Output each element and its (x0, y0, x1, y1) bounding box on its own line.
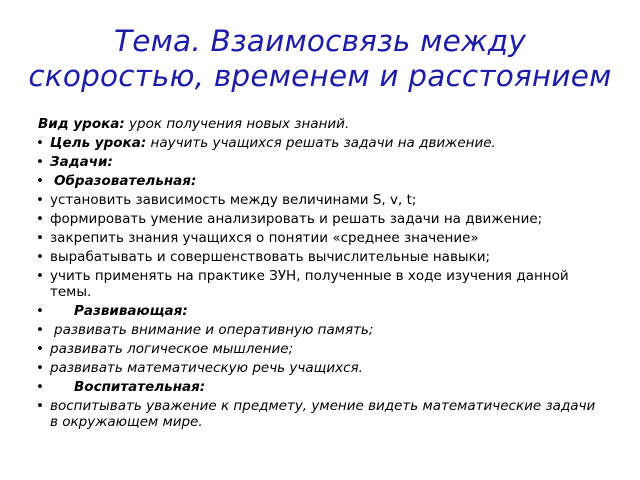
list-item (36, 341, 596, 357)
developing-label: Развивающая: (74, 303, 188, 319)
goal-label: Цель урока: (50, 135, 147, 151)
lesson-type-line (36, 116, 596, 132)
list-item (36, 211, 596, 227)
bullet-icon: • (36, 398, 44, 414)
list-item (36, 230, 596, 246)
bullet-icon: • (36, 341, 44, 357)
upbringing-label: Воспитательная: (74, 379, 206, 395)
slide-title-line-1: Тема. Взаимосвязь между (114, 24, 526, 58)
list-item (36, 268, 596, 300)
lesson-type-label: Вид урока: (38, 116, 125, 132)
bullet-icon: • (36, 230, 44, 246)
bullet-icon: • (36, 303, 44, 319)
slide-title (0, 24, 640, 94)
list-item (36, 135, 596, 151)
goal-value: научить учащихся решать задачи на движение. (146, 135, 496, 151)
upbringing-item-1: воспитывать уважение к предмету, умение видеть математические задачи в окружающем мире. (50, 398, 596, 430)
educational-item-1: установить зависимость между величинами S, v, t; (50, 192, 417, 208)
bullet-icon: • (36, 192, 44, 208)
list-item (36, 154, 596, 170)
bullet-icon: • (36, 135, 44, 151)
slide-title-line-2: скоростью, временем и расстоянием (28, 59, 612, 93)
list-item (36, 379, 596, 395)
educational-item-2: формировать умение анализировать и решать задачи на движение; (50, 211, 543, 227)
bullet-icon: • (36, 173, 44, 189)
tasks-label: Задачи: (50, 154, 113, 170)
bullet-icon: • (36, 360, 44, 376)
bullet-icon: • (36, 154, 44, 170)
list-item (36, 398, 596, 430)
list-item (36, 303, 596, 319)
list-item (36, 360, 596, 376)
bullet-icon: • (36, 211, 44, 227)
list-item (36, 249, 596, 265)
educational-label: Образовательная: (54, 173, 197, 189)
bullet-icon: • (36, 322, 44, 338)
list-item (36, 192, 596, 208)
list-item (36, 322, 596, 338)
developing-item-3: развивать математическую речь учащихся. (50, 360, 363, 376)
developing-item-2: развивать логическое мышление; (50, 341, 294, 357)
bullet-icon: • (36, 268, 44, 284)
list-item (36, 173, 596, 189)
slide-content (36, 116, 596, 433)
bullet-icon: • (36, 379, 44, 395)
bullet-icon: • (36, 249, 44, 265)
educational-item-3: закрепить знания учащихся о понятии «среднее значение» (50, 230, 479, 246)
developing-item-1: развивать внимание и оперативную память; (54, 322, 374, 338)
educational-item-5: учить применять на практике ЗУН, полученные в ходе изучения данной темы. (50, 268, 569, 300)
educational-item-4: вырабатывать и совершенствовать вычислительные навыки; (50, 249, 491, 265)
lesson-type-value: урок получения новых знаний. (124, 116, 350, 132)
